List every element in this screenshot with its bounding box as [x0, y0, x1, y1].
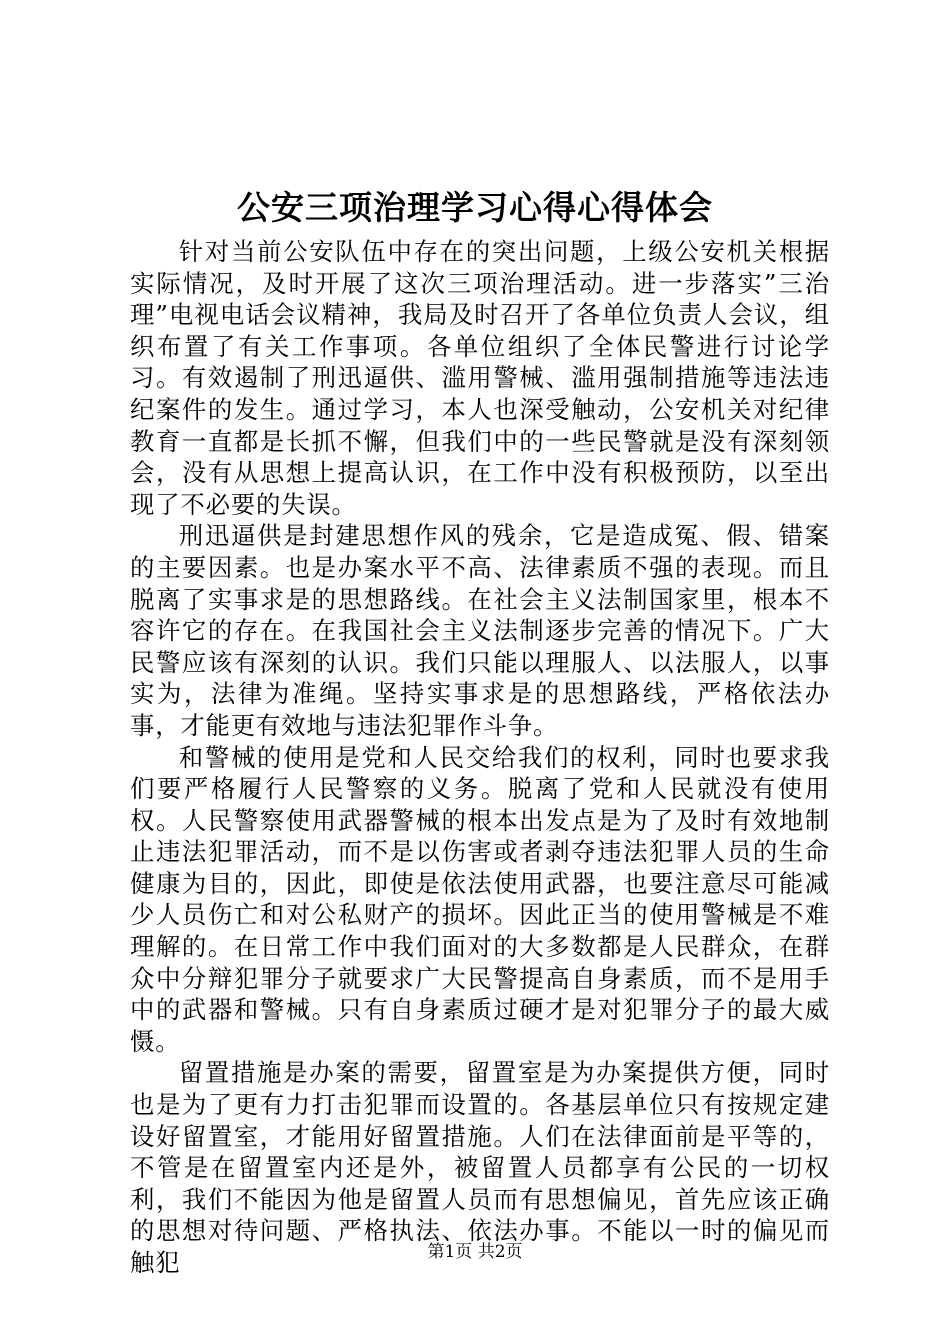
paragraph-3: 和警械的使用是党和人民交给我们的权利，同时也要求我们要严格履行人民警察的义务。脱离了党和人民就没有使用权。人民警察使用武器警械的根本出发点是为了及时有效地制止违法犯罪活动，而不是以伤害或者剥夺违法犯罪人员的生命健康为目的，因此，即使是依法使用武器，也要注意尽可能减少人员伤亡和对公私财产的损坏。因此正当的使用警械是不难理解的。在日常工作中我们面对的大多数都是人民群众，在群众中分辩犯罪分子就要求广大民警提高自身素质，而不是用手中的武器和警械。只有自身素质过硬才是对犯罪分子的最大威慑。	[130, 742, 830, 1056]
paragraph-4: 留置措施是办案的需要，留置室是为办案提供方便，同时也是为了更有力打击犯罪而设置的。各基层单位只有按规定建设好留置室，才能用好留置措施。人们在法律面前是平等的，不管是在留置室内还是外，被留置人员都享有公民的一切权利，我们不能因为他是留置人员而有思想偏见，首先应该正确的思想对待问题、严格执法、依法办事。不能以一时的偏见而触犯	[130, 1058, 830, 1277]
paragraph-1: 针对当前公安队伍中存在的突出问题，上级公安机关根据实际情况，及时开展了这次三项治理活动。进一步落实”三治理”电视电话会议精神，我局及时召开了各单位负责人会议，组织布置了有关工作事项。各单位组织了全体民警进行讨论学习。有效遏制了刑迅逼供、滥用警械、滥用强制措施等违法违纪案件的发生。通过学习，本人也深受触动，公安机关对纪律教育一直都是长抓不懈，但我们中的一些民警就是没有深刻领会，没有从思想上提高认识，在工作中没有积极预防，以至出现了不必要的失误。	[130, 237, 830, 519]
paragraph-2: 刑迅逼供是封建思想作风的残余，它是造成冤、假、错案的主要因素。也是办案水平不高、法律素质不强的表现。而且脱离了实事求是的思想路线。在社会主义法制国家里，根本不容许它的存在。在我国社会主义法制逐步完善的情况下。广大民警应该有深刻的认识。我们只能以理服人、以法服人，以事实为，法律为准绳。坚持实事求是的思想路线，严格依法办事，才能更有效地与违法犯罪作斗争。	[130, 521, 830, 740]
page-footer: 第1页 共2页	[427, 1242, 523, 1262]
document-title: 公安三项治理学习心得心得体会	[237, 188, 713, 227]
document-body	[130, 236, 830, 1279]
